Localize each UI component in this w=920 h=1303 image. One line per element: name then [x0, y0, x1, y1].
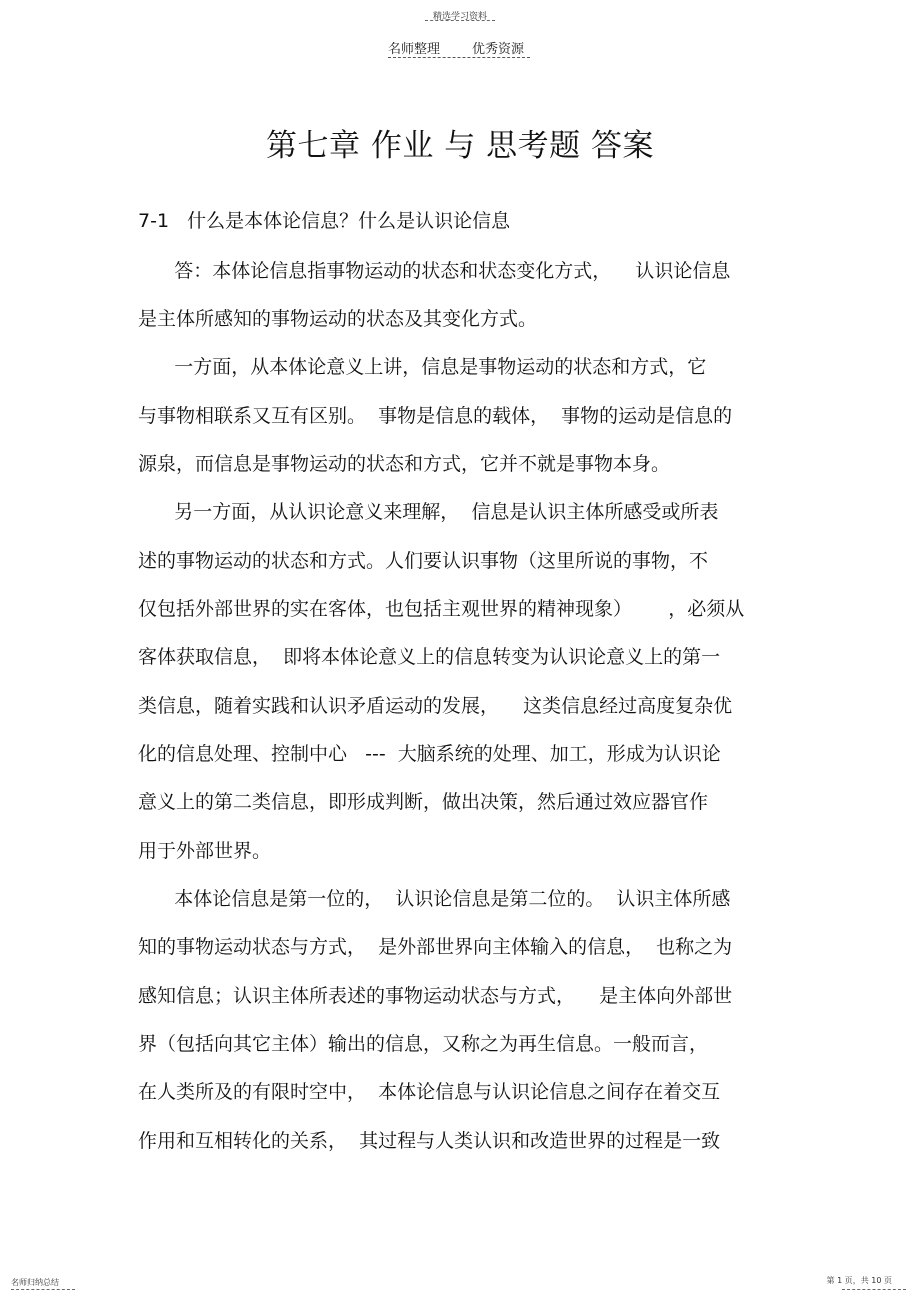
document-title: 第七章 作业 与 思考题 答案	[266, 128, 654, 164]
footer-left-label: 名师归纳总结	[11, 1278, 59, 1287]
header-right-label: 优秀资源	[472, 42, 525, 57]
text-line: 一方面，从本体论意义上讲，信息是事物运动的状态和方式，它	[138, 356, 707, 378]
header-labels	[388, 38, 524, 57]
text-line: 是主体所感知的事物运动的状态及其变化方式。	[138, 308, 538, 330]
text-line: 类信息，随着实践和认识矛盾运动的发展， 这类信息经过高度复杂优	[138, 695, 733, 717]
text-line: 在人类所及的有限时空中， 本体论信息与认识论信息之间存在着交互	[138, 1081, 721, 1103]
text-line: 用于外部世界。	[138, 840, 272, 862]
text-line: 意义上的第二类信息，即形成判断，做出决策，然后通过效应器官作	[138, 791, 709, 813]
header-top-label: 精选学习资料	[432, 12, 487, 22]
text-line: 客体获取信息， 即将本体论意义上的信息转变为认识论意义上的第一	[138, 646, 721, 668]
header-top-divider	[425, 20, 495, 21]
text-line: 化的信息处理、控制中心 --- 大脑系统的处理、加工，形成为认识论	[138, 743, 721, 765]
text-line: 仅包括外部世界的实在客体，也包括主观世界的精神现象） ，必须从	[138, 598, 745, 620]
text-line: 述的事物运动的状态和方式。人们要认识事物（这里所说的事物，不	[138, 550, 709, 572]
header-left-label: 名师整理	[388, 42, 441, 57]
footer-right-divider	[842, 1289, 906, 1290]
question-heading: 7-1 什么是本体论信息？什么是认识论信息	[138, 210, 511, 232]
page-number: 第 1 页，共 10 页	[826, 1276, 892, 1285]
header-divider	[388, 57, 530, 58]
text-line: 感知信息；认识主体所表述的事物运动状态与方式， 是主体向外部世	[138, 985, 733, 1007]
text-line: 与事物相联系又互有区别。 事物是信息的载体， 事物的运动是信息的	[138, 405, 733, 427]
text-line: 答：本体论信息指事物运动的状态和状态变化方式， 认识论信息	[138, 260, 731, 282]
text-line: 作用和互相转化的关系， 其过程与人类认识和改造世界的过程是一致	[138, 1130, 721, 1152]
text-line: 另一方面，从认识论意义来理解， 信息是认识主体所感受或所表	[138, 501, 719, 523]
text-line: 知的事物运动状态与方式， 是外部世界向主体输入的信息， 也称之为	[138, 936, 733, 958]
text-line: 界（包括向其它主体）输出的信息，又称之为再生信息。一般而言，	[138, 1033, 709, 1055]
text-line: 本体论信息是第一位的， 认识论信息是第二位的。 认识主体所感	[138, 888, 731, 910]
text-line: 源泉，而信息是事物运动的状态和方式，它并不就是事物本身。	[138, 453, 671, 475]
footer-left-divider	[11, 1289, 75, 1290]
